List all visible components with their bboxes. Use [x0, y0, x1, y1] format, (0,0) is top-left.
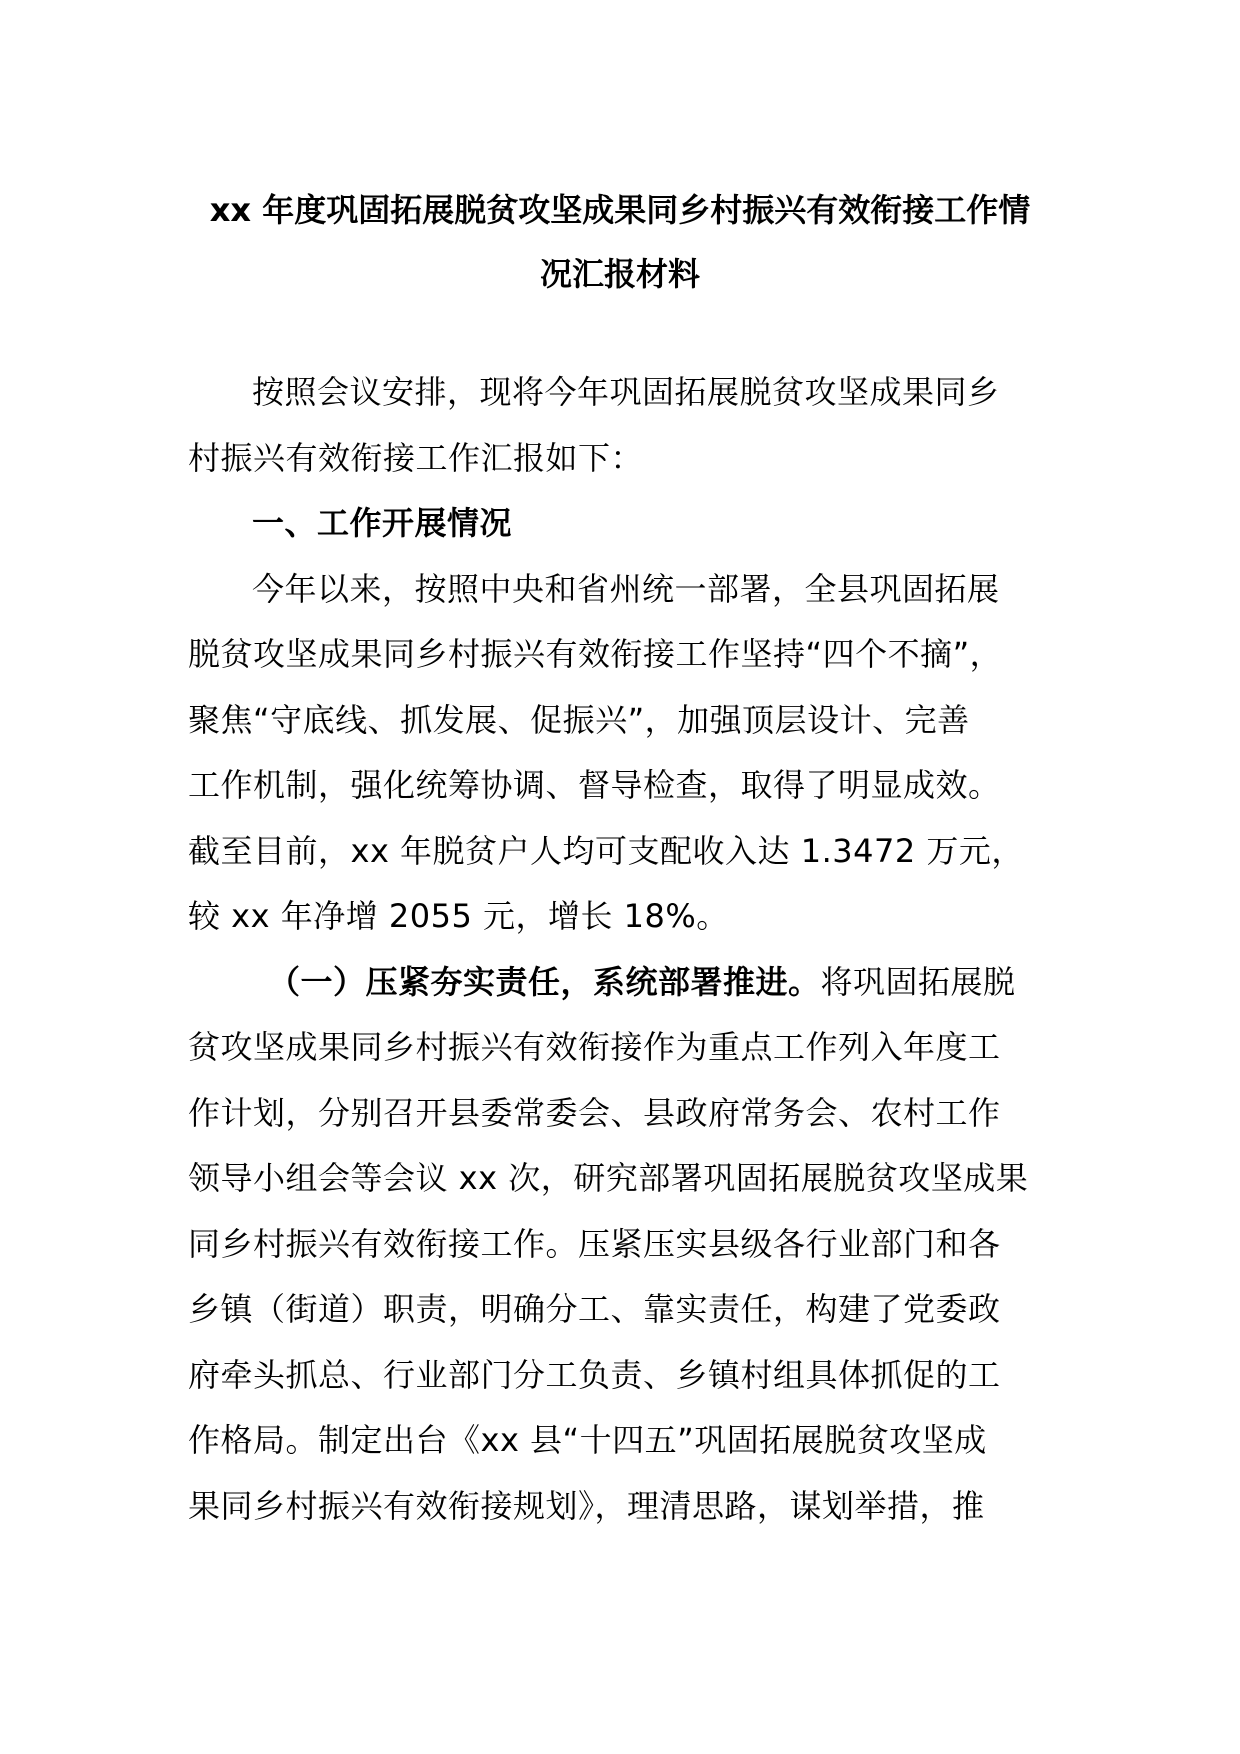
subsection-1-line-1	[188, 950, 1048, 1016]
intro-line-2: 村振兴有效衔接工作汇报如下：	[188, 438, 644, 477]
subsection-1-line-4: 领导小组会等会议 xx 次，研究部署巩固拓展脱贫攻坚成果	[188, 1159, 1029, 1197]
subsection-1-line-5: 同乡村振兴有效衔接工作。压紧压实县级各行业部门和各	[188, 1224, 1001, 1263]
title-line-2: 况汇报材料	[539, 255, 700, 293]
subsection-1-line-9: 果同乡村振兴有效衔接规划》，理清思路，谋划举措，推	[188, 1486, 985, 1525]
paragraph-1-line-5: 截至目前，xx 年脱贫户人均可支配收入达 1.3472 万元，	[188, 831, 1024, 870]
subsection-1-line-3: 作计划，分别召开县委常委会、县政府常务会、农村工作	[188, 1093, 1001, 1132]
document-title	[190, 178, 1050, 306]
title-line-1: xx 年度巩固拓展脱贫攻坚成果同乡村振兴有效衔接工作情	[209, 191, 1031, 229]
subsection-1-line-7: 府牵头抓总、行业部门分工负责、乡镇村组具体抓促的工	[188, 1355, 1001, 1394]
paragraph-1-line-1: 今年以来，按照中央和省州统一部署，全县巩固拓展	[252, 569, 1000, 608]
intro-line-1: 按照会议安排，现将今年巩固拓展脱贫攻坚成果同乡	[252, 373, 1000, 411]
subsection-1-line-6: 乡镇（街道）职责，明确分工、靠实责任，构建了党委政	[188, 1290, 1001, 1328]
paragraph-1-line-3: 聚焦“守底线、抓发展、促振兴”，加强顶层设计、完善	[188, 700, 970, 739]
section-heading-1: 一、工作开展情况	[252, 504, 513, 542]
paragraph-1-line-4: 工作机制，强化统筹协调、督导检查，取得了明显成效。	[188, 766, 1001, 804]
document-body	[188, 360, 1048, 1539]
subsection-heading-1: （一）压紧夯实责任，系统部署推进。	[268, 962, 821, 1001]
subsection-1-line-8: 作格局。制定出台《xx 县“十四五”巩固拓展脱贫攻坚成	[188, 1421, 987, 1459]
subsection-1-text-start: 将巩固拓展脱	[820, 962, 1016, 1001]
paragraph-1-line-2: 脱贫攻坚成果同乡村振兴有效衔接工作坚持“四个不摘”，	[188, 635, 1003, 673]
paragraph-1-line-6: 较 xx 年净增 2055 元，增长 18%。	[188, 897, 729, 935]
subsection-1-line-2: 贫攻坚成果同乡村振兴有效衔接作为重点工作列入年度工	[188, 1028, 1001, 1066]
